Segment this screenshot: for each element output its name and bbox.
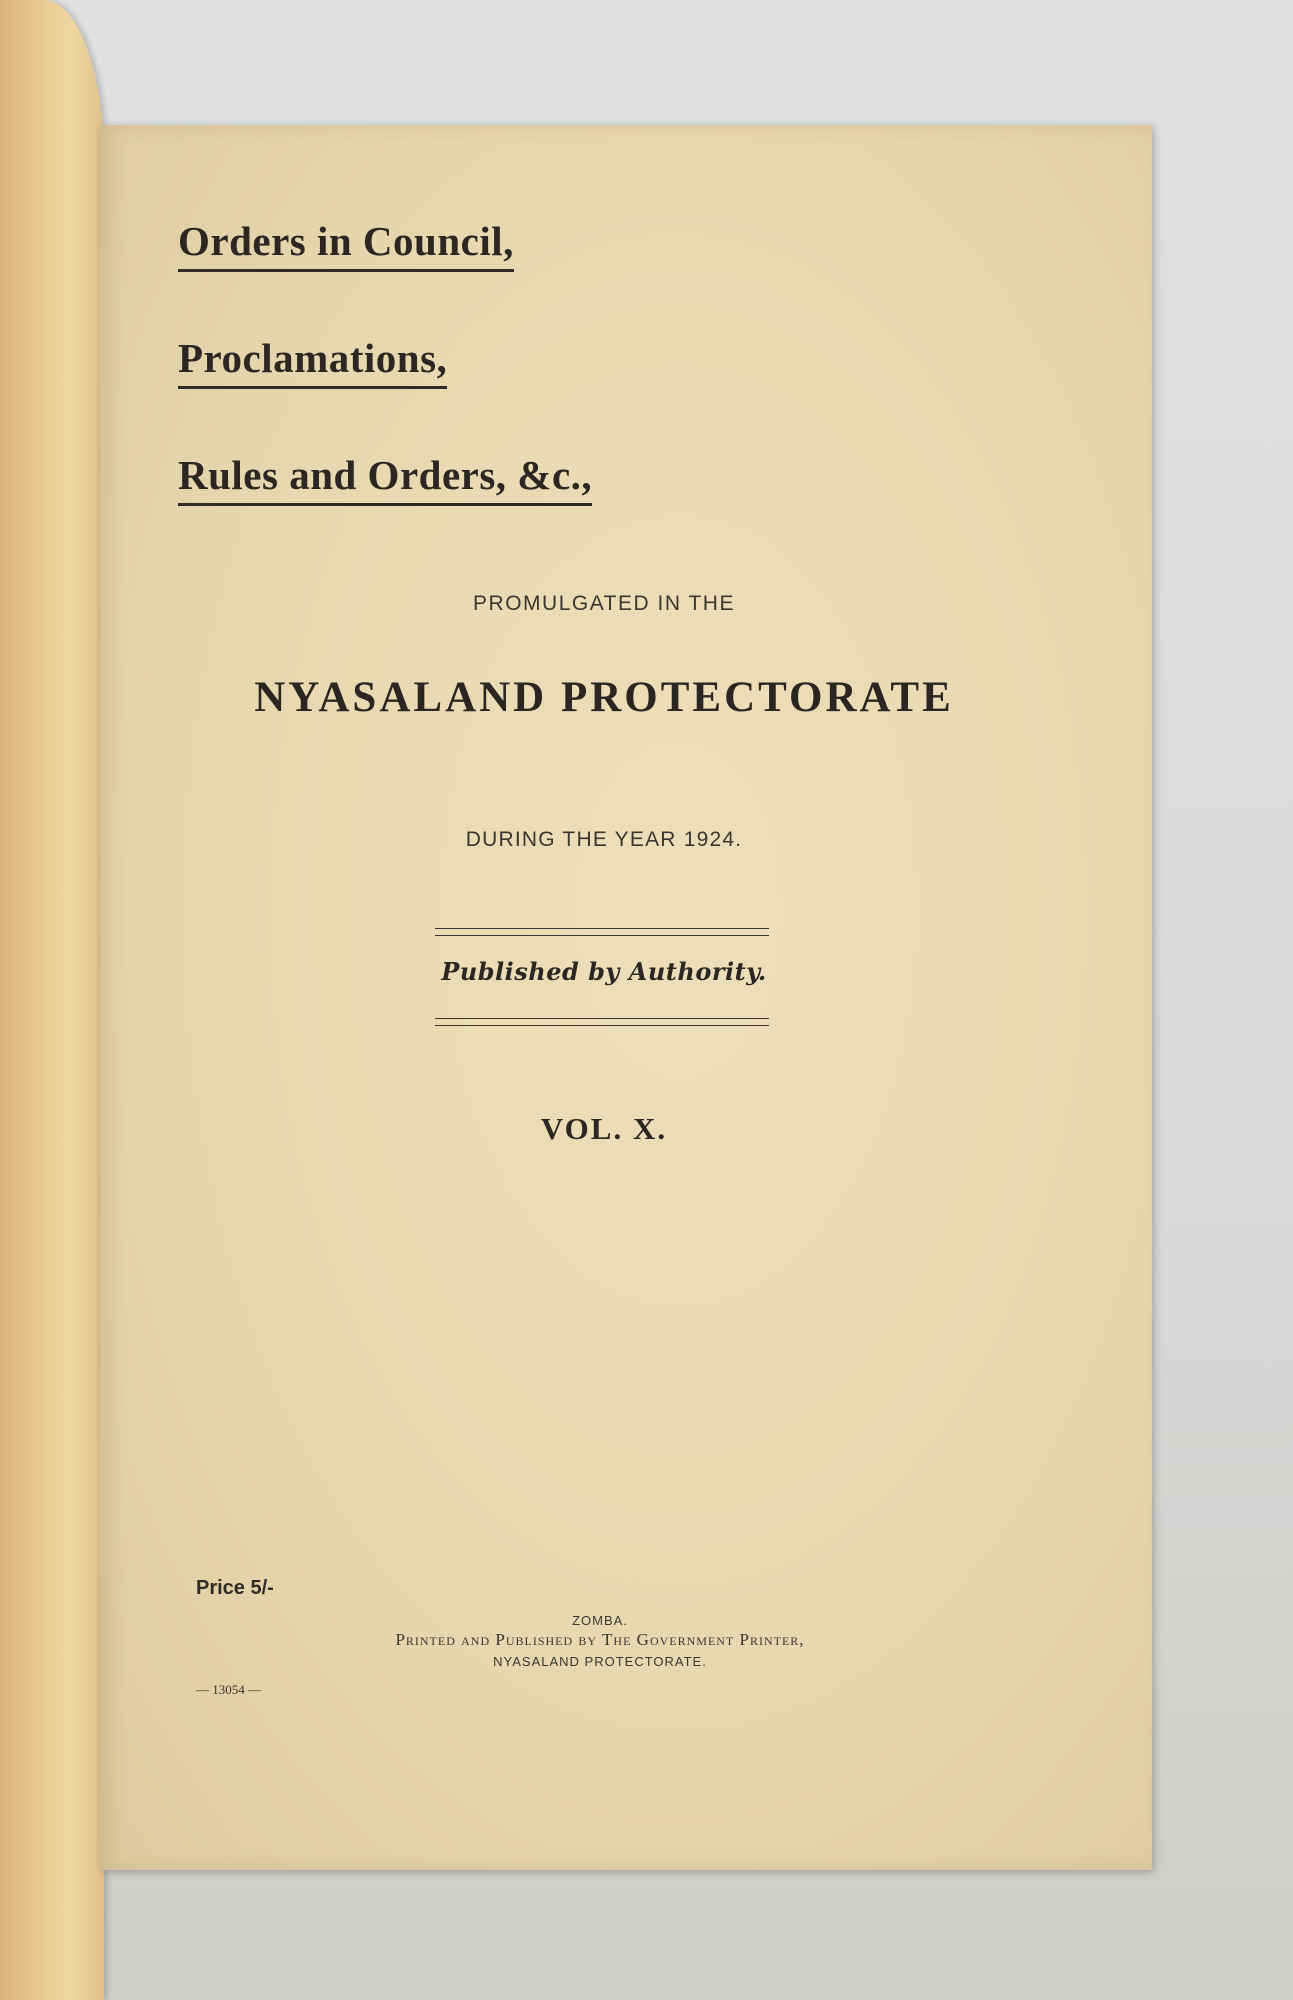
volume-number: VOL. X. <box>540 1111 668 1146</box>
promulgated-line: PROMULGATED IN THE <box>473 592 735 615</box>
title-page <box>100 125 1152 1870</box>
title-line-proclamations: Proclamations, <box>178 334 447 389</box>
price-label: Price 5/- <box>196 1577 274 1599</box>
print-code: — 13054 — <box>196 1682 261 1697</box>
title-line-orders-in-council: Orders in Council, <box>178 217 514 272</box>
imprint-territory: NYASALAND PROTECTORATE. <box>493 1654 707 1669</box>
double-rule-top <box>435 928 769 936</box>
territory-title: NYASALAND PROTECTORATE <box>254 674 954 721</box>
previous-page-edge <box>0 0 104 2000</box>
imprint-place: ZOMBA. <box>572 1613 628 1628</box>
year-line: DURING THE YEAR 1924. <box>465 828 743 851</box>
imprint-block <box>100 1613 1100 1669</box>
published-by-authority: Published by Authority. <box>441 957 767 986</box>
title-line-rules-and-orders: Rules and Orders, &c., <box>178 451 592 506</box>
title-page-content <box>100 125 1152 1870</box>
imprint-printer: Printed and Published by The Government Printer, <box>395 1630 805 1649</box>
double-rule-bottom <box>435 1018 769 1026</box>
